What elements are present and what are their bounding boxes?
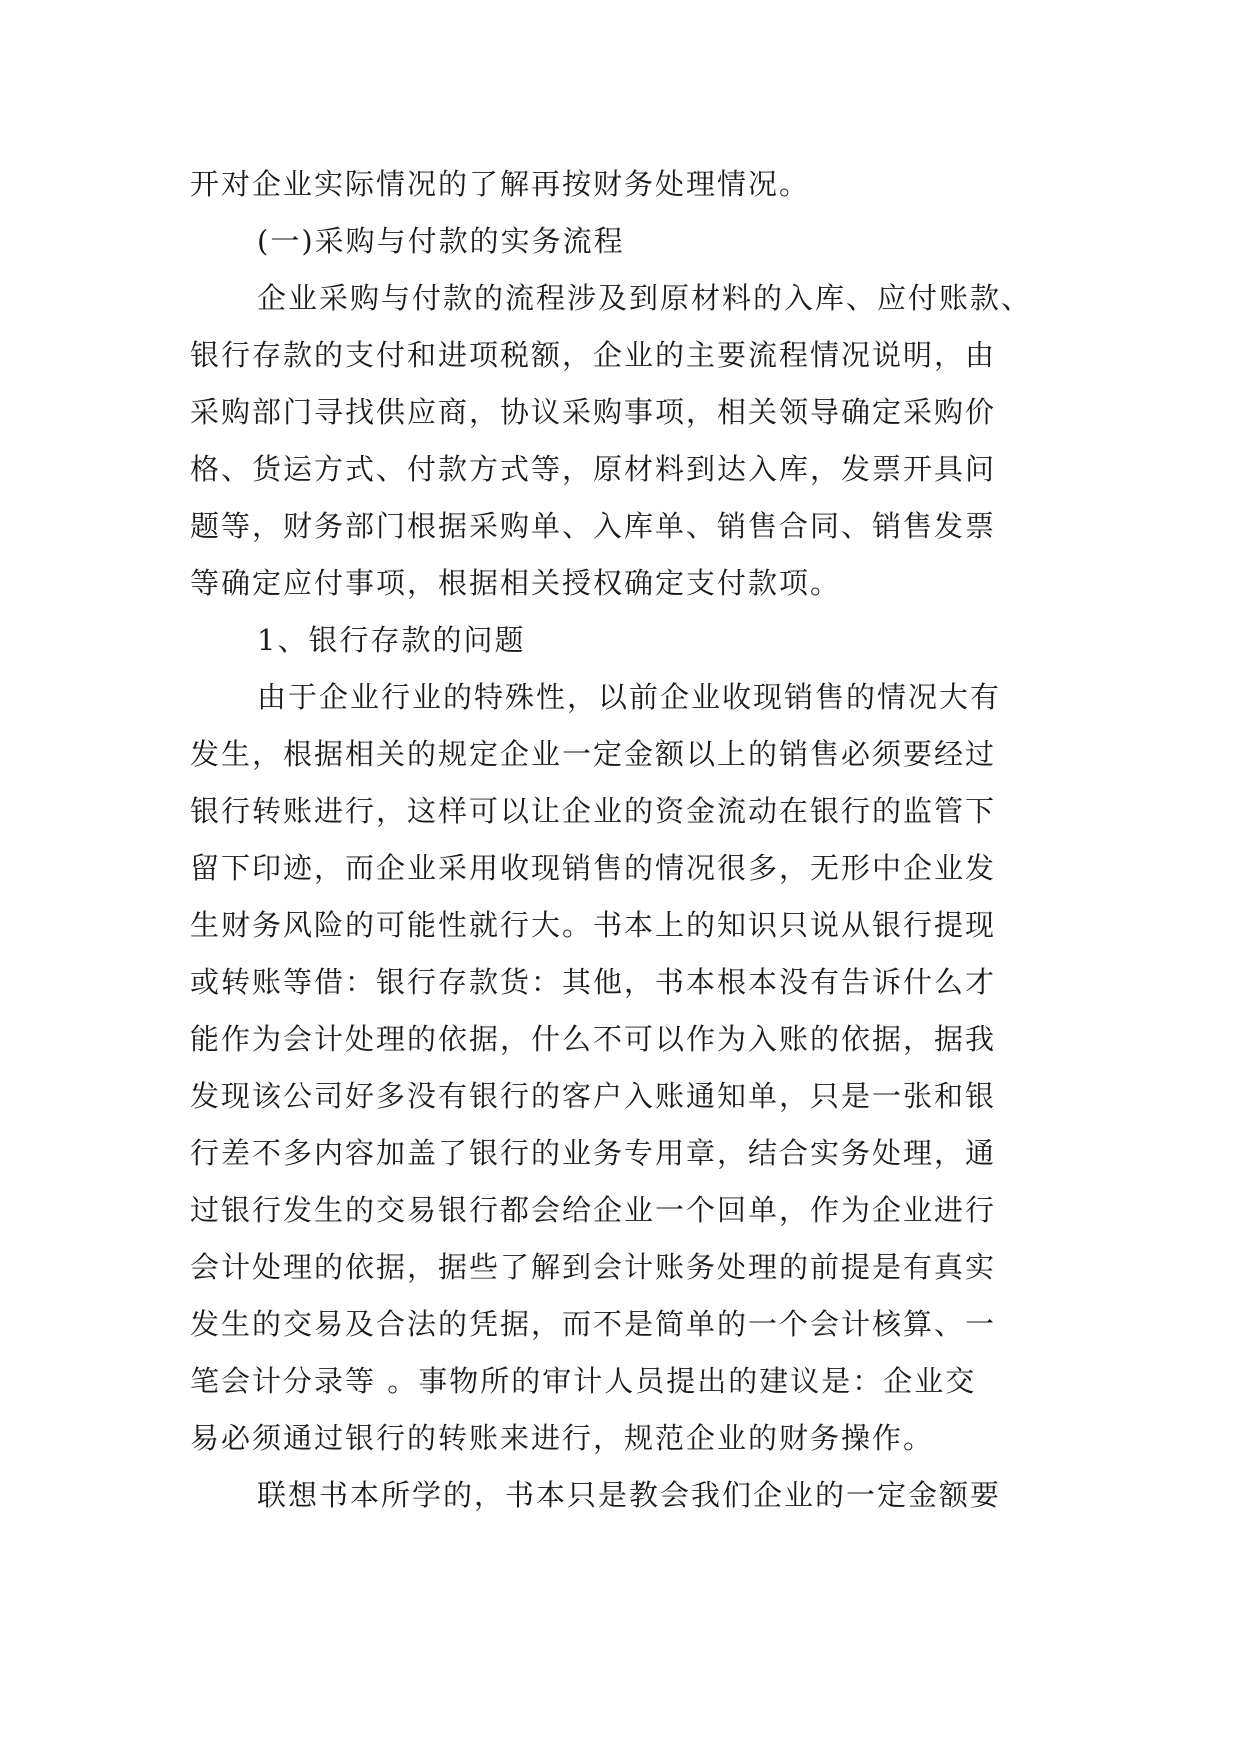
text-line: 银行存款的支付和进项税额，企业的主要流程情况说明，由 — [190, 338, 997, 372]
subsection-heading: 1、银行存款的问题 — [257, 623, 526, 657]
text-line: 易必须通过银行的转账来进行，规范企业的财务操作。 — [190, 1421, 935, 1455]
text-line: 留下印迹，而企业采用收现销售的情况很多，无形中企业发 — [190, 851, 997, 885]
text-line: 能作为会计处理的依据，什么不可以作为入账的依据，据我 — [190, 1022, 997, 1056]
section-heading: (一)采购与付款的实务流程 — [257, 224, 625, 258]
document-body — [190, 156, 1090, 1524]
text-line: 行差不多内容加盖了银行的业务专用章，结合实务处理，通 — [190, 1136, 997, 1170]
text-line: 发生的交易及合法的凭据，而不是简单的一个会计核算、一 — [190, 1307, 997, 1341]
text-line: 发现该公司好多没有银行的客户入账通知单，只是一张和银 — [190, 1079, 997, 1113]
text-line: 过银行发生的交易银行都会给企业一个回单，作为企业进行 — [190, 1193, 997, 1227]
text-line: 由于企业行业的特殊性，以前企业收现销售的情况大有 — [257, 680, 1002, 714]
text-line: 笔会计分录等 。事物所的审计人员提出的建议是：企业交 — [190, 1364, 977, 1398]
text-line: 或转账等借：银行存款货：其他，书本根本没有告诉什么才 — [190, 965, 997, 999]
text-line: 企业采购与付款的流程涉及到原材料的入库、应付账款、 — [257, 281, 1033, 315]
text-line: 题等，财务部门根据采购单、入库单、销售合同、销售发票 — [190, 509, 997, 543]
text-line: 生财务风险的可能性就行大。书本上的知识只说从银行提现 — [190, 908, 997, 942]
text-line: 银行转账进行，这样可以让企业的资金流动在银行的监管下 — [190, 794, 997, 828]
text-line: 等确定应付事项，根据相关授权确定支付款项。 — [190, 566, 842, 600]
text-line: 联想书本所学的，书本只是教会我们企业的一定金额要 — [257, 1478, 1002, 1512]
text-line: 格、货运方式、付款方式等，原材料到达入库，发票开具问 — [190, 452, 997, 486]
text-line: 发生，根据相关的规定企业一定金额以上的销售必须要经过 — [190, 737, 997, 771]
text-line: 开对企业实际情况的了解再按财务处理情况。 — [190, 167, 811, 201]
text-line: 会计处理的依据，据些了解到会计账务处理的前提是有真实 — [190, 1250, 997, 1284]
text-line: 采购部门寻找供应商，协议采购事项，相关领导确定采购价 — [190, 395, 997, 429]
